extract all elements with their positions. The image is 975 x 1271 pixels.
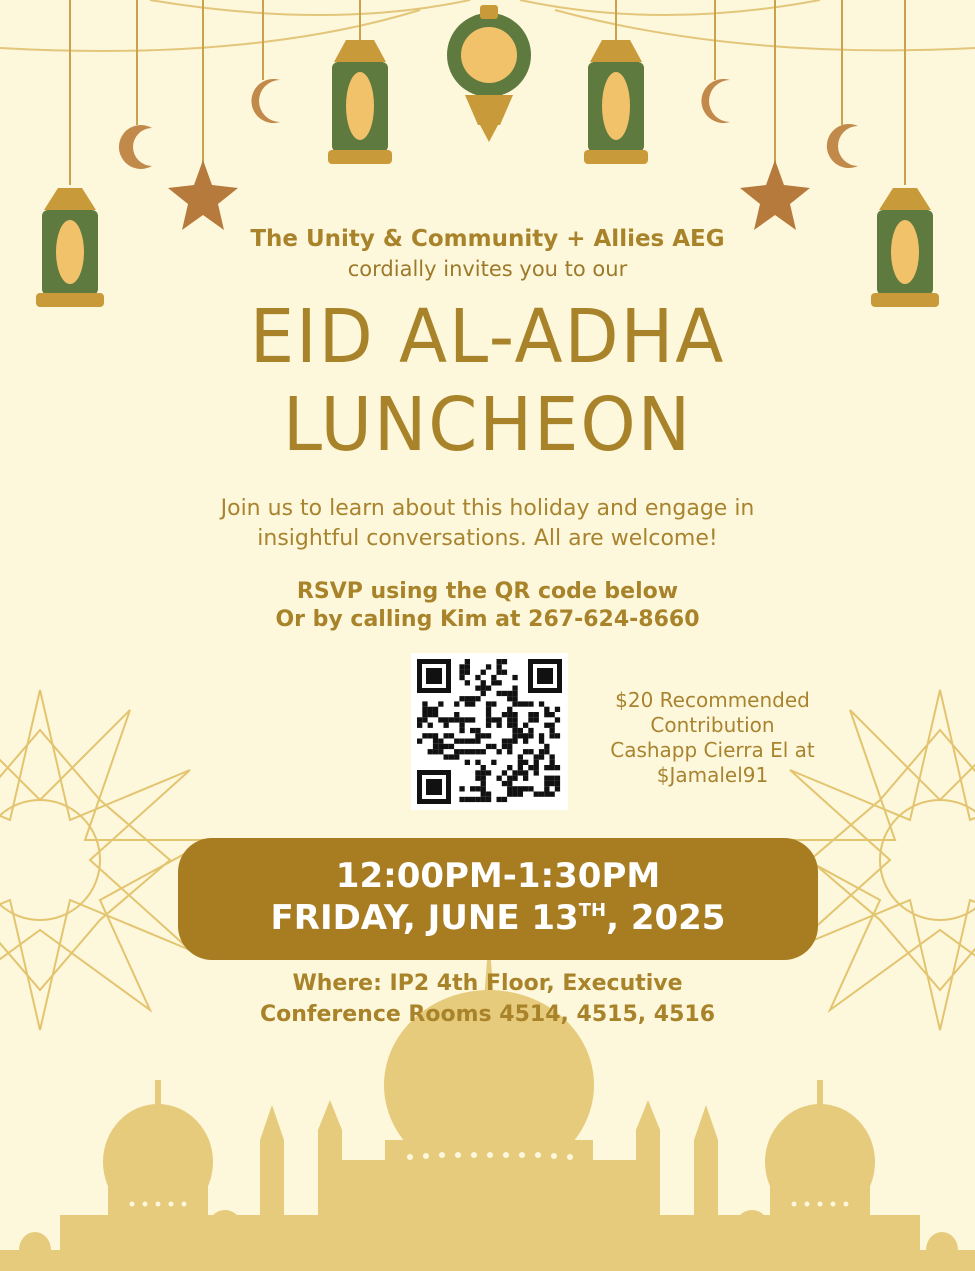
qr-module: [454, 712, 459, 717]
qr-module: [534, 760, 539, 765]
qr-module: [518, 786, 523, 791]
qr-module: [518, 770, 523, 775]
qr-module: [512, 686, 517, 691]
qr-module: [555, 786, 560, 791]
lantern-icon: [447, 5, 531, 142]
qr-module: [475, 739, 480, 744]
qr-module: [534, 765, 539, 770]
qr-module: [550, 733, 555, 738]
qr-module: [481, 781, 486, 786]
qr-module: [512, 696, 517, 701]
qr-module: [470, 749, 475, 754]
qr-module: [534, 717, 539, 722]
qr-module: [550, 754, 555, 759]
contribution-line3: Cashapp Cierra El at: [610, 738, 815, 762]
qr-module: [512, 776, 517, 781]
qr-module: [491, 675, 496, 680]
qr-module: [465, 701, 470, 706]
qr-module: [544, 786, 549, 791]
qr-module: [486, 770, 491, 775]
qr-module: [459, 717, 464, 722]
star-icon: [168, 160, 238, 230]
contribution-info: [590, 688, 835, 788]
rsvp-qr-code[interactable]: [411, 653, 568, 810]
qr-module: [507, 691, 512, 696]
qr-module: [459, 696, 464, 701]
qr-module: [523, 749, 528, 754]
qr-module: [481, 797, 486, 802]
qr-module: [475, 733, 480, 738]
qr-module: [497, 670, 502, 675]
qr-module: [486, 664, 491, 669]
event-date: [178, 898, 818, 938]
qr-module: [544, 723, 549, 728]
qr-module: [481, 770, 486, 775]
qr-module: [507, 749, 512, 754]
qr-module: [512, 723, 517, 728]
qr-module: [433, 707, 438, 712]
crescent-moon-icon: [827, 124, 858, 168]
qr-module: [481, 792, 486, 797]
qr-module: [539, 701, 544, 706]
qr-module: [512, 691, 517, 696]
qr-module: [528, 749, 533, 754]
qr-module: [550, 760, 555, 765]
qr-module: [444, 733, 449, 738]
qr-module: [534, 754, 539, 759]
qr-module: [449, 717, 454, 722]
qr-module: [481, 765, 486, 770]
qr-module: [459, 664, 464, 669]
qr-module: [502, 744, 507, 749]
lantern-icon: [584, 40, 648, 164]
qr-module: [428, 733, 433, 738]
qr-module: [422, 712, 427, 717]
qr-module: [497, 776, 502, 781]
qr-module: [428, 712, 433, 717]
qr-module: [544, 744, 549, 749]
qr-module: [512, 701, 517, 706]
qr-module: [502, 712, 507, 717]
qr-module: [465, 739, 470, 744]
qr-module: [481, 680, 486, 685]
qr-module: [459, 723, 464, 728]
rsvp-line1: RSVP using the QR code below: [296, 579, 679, 604]
qr-module: [459, 728, 464, 733]
qr-module: [544, 781, 549, 786]
qr-module: [550, 781, 555, 786]
qr-module: [454, 749, 459, 754]
qr-module: [470, 728, 475, 733]
star-icon: [740, 160, 810, 230]
qr-module: [475, 728, 480, 733]
event-date-ordinal: TH: [578, 900, 607, 921]
qr-module: [555, 733, 560, 738]
qr-module: [481, 786, 486, 791]
qr-module: [512, 733, 517, 738]
invite-line: cordially invites you to our: [347, 257, 628, 281]
qr-module: [475, 696, 480, 701]
qr-module: [459, 670, 464, 675]
qr-module: [486, 707, 491, 712]
qr-module: [475, 776, 480, 781]
qr-module: [459, 749, 464, 754]
qr-module: [475, 760, 480, 765]
qr-module: [433, 744, 438, 749]
qr-module: [481, 670, 486, 675]
qr-module: [512, 739, 517, 744]
qr-module: [444, 744, 449, 749]
qr-module: [518, 765, 523, 770]
qr-module: [544, 712, 549, 717]
qr-module: [475, 749, 480, 754]
description-line1: Join us to learn about this holiday and engage in: [220, 496, 755, 521]
qr-module: [491, 760, 496, 765]
description-line2: insightful conversations. All are welcome!: [257, 526, 718, 551]
qr-module: [491, 744, 496, 749]
qr-module: [486, 686, 491, 691]
qr-module: [465, 659, 470, 664]
qr-module: [422, 733, 427, 738]
qr-module: [528, 733, 533, 738]
qr-module: [438, 739, 443, 744]
qr-module: [528, 701, 533, 706]
qr-module: [507, 786, 512, 791]
qr-module: [544, 749, 549, 754]
qr-module: [444, 754, 449, 759]
qr-module: [475, 686, 480, 691]
qr-module: [507, 792, 512, 797]
qr-module: [444, 723, 449, 728]
qr-module: [555, 707, 560, 712]
qr-module: [555, 776, 560, 781]
crescent-moon-icon: [251, 79, 280, 123]
qr-module: [486, 712, 491, 717]
rsvp-line2: Or by calling Kim at 267-624-8660: [275, 607, 700, 632]
qr-module: [428, 707, 433, 712]
qr-module: [534, 770, 539, 775]
qr-module: [497, 664, 502, 669]
qr-module: [417, 717, 422, 722]
qr-module: [502, 770, 507, 775]
qr-module: [507, 712, 512, 717]
qr-module: [481, 686, 486, 691]
qr-module: [544, 776, 549, 781]
qr-module: [555, 717, 560, 722]
qr-module: [523, 786, 528, 791]
qr-module: [523, 701, 528, 706]
qr-module: [465, 749, 470, 754]
qr-module: [422, 701, 427, 706]
qr-module: [528, 765, 533, 770]
qr-module: [465, 696, 470, 701]
qr-module: [523, 776, 528, 781]
qr-module: [417, 723, 422, 728]
qr-module: [518, 760, 523, 765]
qr-module: [422, 717, 427, 722]
qr-module: [470, 717, 475, 722]
event-title-line1: EID AL-ADHA: [249, 294, 726, 380]
qr-module: [444, 717, 449, 722]
crescent-moon-icon: [701, 79, 730, 123]
qr-module: [507, 723, 512, 728]
qr-module: [534, 712, 539, 717]
qr-module: [518, 754, 523, 759]
qr-module: [481, 691, 486, 696]
qr-module: [433, 712, 438, 717]
qr-module: [486, 744, 491, 749]
qr-module: [428, 723, 433, 728]
contribution-line4: $Jamalel91: [656, 763, 769, 787]
qr-module: [497, 797, 502, 802]
qr-module: [528, 786, 533, 791]
qr-module: [528, 717, 533, 722]
qr-module: [512, 792, 517, 797]
event-title-line2: LUNCHEON: [282, 382, 693, 468]
qr-module: [454, 701, 459, 706]
qr-module: [470, 696, 475, 701]
location-line2: Conference Rooms 4514, 4515, 4516: [259, 1002, 716, 1027]
qr-module: [486, 733, 491, 738]
qr-module: [497, 717, 502, 722]
qr-module: [502, 659, 507, 664]
qr-module: [523, 760, 528, 765]
qr-module: [512, 786, 517, 791]
qr-module: [534, 792, 539, 797]
qr-module: [497, 723, 502, 728]
qr-module: [449, 744, 454, 749]
qr-module: [459, 797, 464, 802]
crescent-moon-icon: [119, 125, 152, 169]
qr-module: [438, 717, 443, 722]
qr-module: [507, 776, 512, 781]
qr-module: [507, 696, 512, 701]
qr-module: [454, 717, 459, 722]
qr-module: [497, 691, 502, 696]
qr-module: [523, 723, 528, 728]
qr-module: [518, 728, 523, 733]
qr-module: [459, 675, 464, 680]
qr-module: [550, 728, 555, 733]
qr-module: [523, 733, 528, 738]
event-date-year: , 2025: [606, 898, 726, 938]
lantern-icon: [328, 40, 392, 164]
qr-module: [539, 733, 544, 738]
qr-module: [475, 770, 480, 775]
qr-module: [428, 749, 433, 754]
qr-module: [454, 739, 459, 744]
qr-module: [470, 797, 475, 802]
qr-module: [555, 765, 560, 770]
rsvp-instructions: [0, 578, 975, 634]
qr-module: [502, 797, 507, 802]
qr-module: [528, 728, 533, 733]
qr-module: [438, 744, 443, 749]
organizer-name: The Unity & Community + Allies AEG: [250, 226, 725, 252]
qr-module: [486, 792, 491, 797]
event-date-main: FRIDAY, JUNE 13: [270, 898, 579, 938]
qr-module: [475, 675, 480, 680]
event-time: 12:00PM-1:30PM: [335, 856, 661, 896]
qr-module: [502, 670, 507, 675]
qr-module: [518, 701, 523, 706]
event-description: [0, 494, 975, 554]
qr-module: [544, 707, 549, 712]
qr-module: [481, 749, 486, 754]
location-line1: Where: IP2 4th Floor, Executive: [292, 971, 683, 996]
qr-module: [465, 717, 470, 722]
qr-module: [433, 749, 438, 754]
qr-module: [502, 739, 507, 744]
qr-module: [486, 717, 491, 722]
qr-module: [544, 792, 549, 797]
qr-module: [507, 765, 512, 770]
event-location: [0, 968, 975, 1030]
contribution-line1: $20 Recommended: [615, 688, 810, 712]
qr-module: [502, 691, 507, 696]
qr-module: [486, 723, 491, 728]
qr-module: [454, 754, 459, 759]
qr-module: [449, 754, 454, 759]
qr-module: [550, 765, 555, 770]
qr-module: [507, 707, 512, 712]
qr-module: [507, 781, 512, 786]
qr-module: [523, 739, 528, 744]
qr-module: [512, 717, 517, 722]
qr-module: [512, 712, 517, 717]
qr-module: [481, 776, 486, 781]
qr-module: [465, 797, 470, 802]
qr-module: [550, 776, 555, 781]
qr-module: [459, 739, 464, 744]
qr-module: [417, 739, 422, 744]
qr-module: [491, 717, 496, 722]
qr-module: [550, 792, 555, 797]
qr-module: [465, 680, 470, 685]
qr-module: [512, 728, 517, 733]
qr-module: [438, 701, 443, 706]
qr-module: [497, 749, 502, 754]
qr-module: [539, 754, 544, 759]
qr-module: [512, 770, 517, 775]
qr-module: [518, 792, 523, 797]
qr-module: [491, 680, 496, 685]
qr-module: [497, 659, 502, 664]
qr-module: [507, 744, 512, 749]
qr-module: [465, 664, 470, 669]
qr-module: [433, 733, 438, 738]
qr-module: [539, 792, 544, 797]
qr-module: [422, 707, 427, 712]
qr-code: [411, 653, 568, 810]
qr-module: [486, 701, 491, 706]
event-datetime-banner: [178, 838, 818, 960]
qr-module: [465, 670, 470, 675]
qr-module: [497, 680, 502, 685]
qr-module: [449, 733, 454, 738]
qr-module: [523, 770, 528, 775]
qr-module: [465, 760, 470, 765]
qr-module: [481, 733, 486, 738]
qr-module: [470, 701, 475, 706]
qr-module: [512, 675, 517, 680]
qr-module: [550, 712, 555, 717]
qr-module: [539, 739, 544, 744]
qr-module: [459, 786, 464, 791]
qr-module: [507, 717, 512, 722]
qr-module: [555, 781, 560, 786]
qr-module: [433, 739, 438, 744]
qr-module: [550, 723, 555, 728]
qr-module: [502, 781, 507, 786]
qr-module: [470, 786, 475, 791]
qr-module: [539, 749, 544, 754]
qr-module: [491, 701, 496, 706]
qr-module: [544, 765, 549, 770]
qr-module: [475, 786, 480, 791]
qr-module: [470, 739, 475, 744]
contribution-line2: Contribution: [650, 713, 775, 737]
qr-module: [528, 712, 533, 717]
qr-module: [518, 733, 523, 738]
qr-module: [438, 749, 443, 754]
qr-module: [507, 739, 512, 744]
qr-module: [486, 797, 491, 802]
qr-module: [475, 797, 480, 802]
